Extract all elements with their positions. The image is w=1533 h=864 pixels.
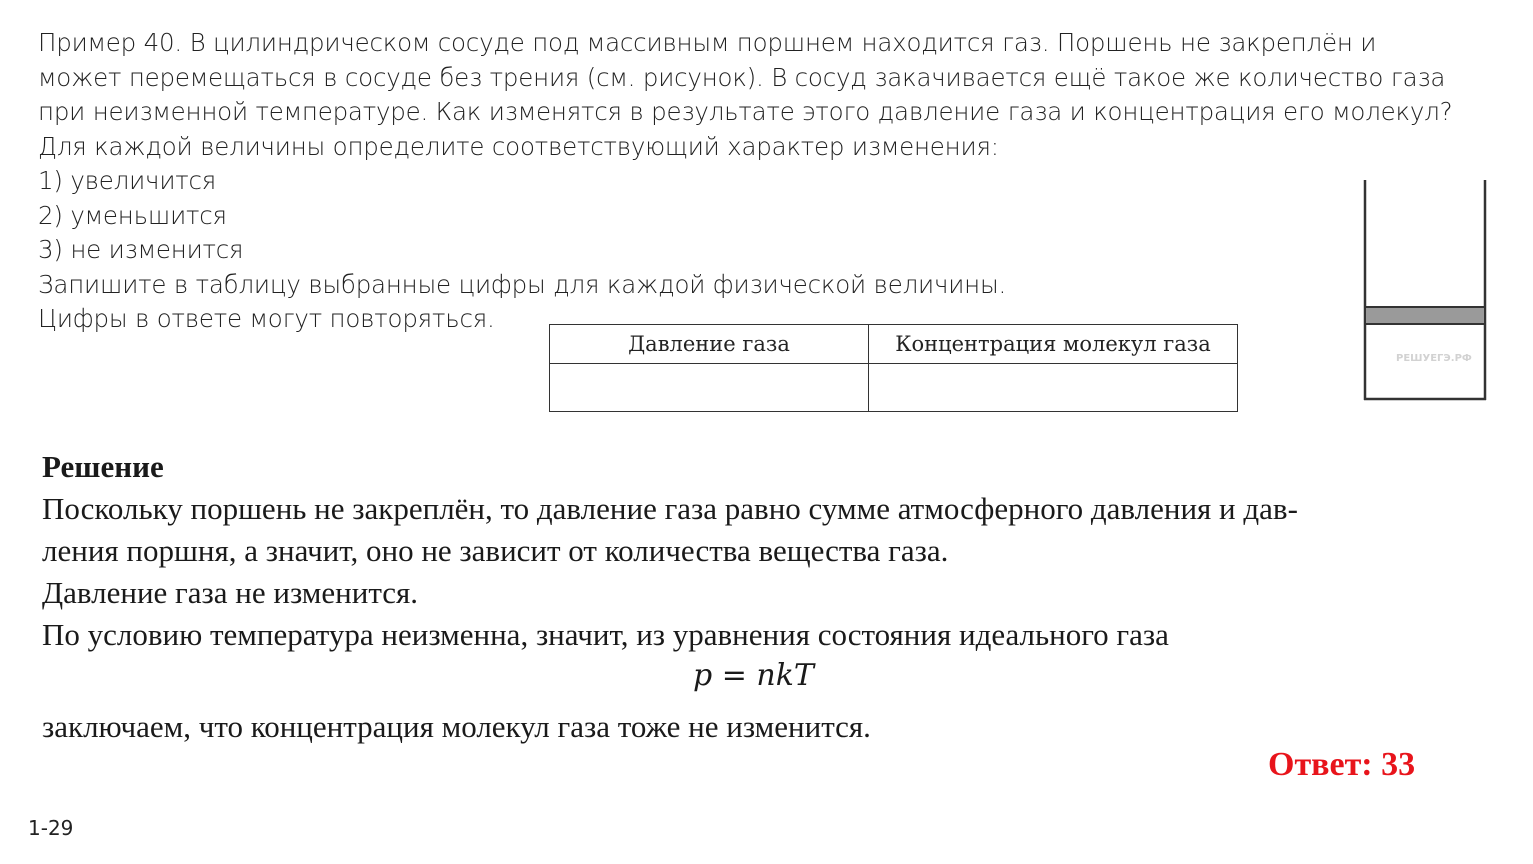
option-increase: 1) увеличится [38,166,217,195]
solution-line-3: Давление газа не изменится. [42,575,419,610]
option-unchanged: 3) не изменится [38,235,244,264]
page-number: 1-29 [28,816,74,840]
table-header-row [550,325,1238,364]
solution-conclusion: заключаем, что концентрация молекул газа тоже не изменится. [42,709,871,744]
header-concentration: Концентрация молекул газа [869,325,1238,364]
solution-line-4: По условию температура неизменна, значит, из уравнения состояния идеального газа [42,617,1169,652]
option-decrease: 2) уменьшится [38,200,227,230]
problem-label: Пример 40. [38,28,182,57]
problem-statement [38,26,1518,337]
instruction-1: Запишите в таблицу выбранные цифры для каждой физической величины. [38,269,1007,299]
solution-block [42,446,1482,656]
problem-text-4: Для каждой величины определите соответствующий характер изменения: [38,131,999,161]
header-pressure: Давление газа [550,325,869,364]
solution-heading: Решение [42,449,164,484]
problem-text-1: В цилиндрическом сосуде под массивным поршнем находится газ. Поршень не закреплён и [181,28,1377,57]
solution-line-1: Поскольку поршень не закреплён, то давление газа равно сумме атмосферного давления и дав- [42,491,1298,526]
problem-text-2: может перемещаться в сосуде без трения (см. рисунок). В сосуд закачивается ещё такое же количество газа [38,62,1446,92]
answer-table [549,324,1238,412]
cell-pressure-answer [550,364,869,412]
problem-line-1 [38,26,1518,61]
problem-text-3: при неизменной температуре. Как изменятся в результате этого давление газа и концентрация его молекул? [38,97,1453,126]
cylinder-vessel-figure [1360,180,1490,404]
piston [1365,307,1485,324]
table-answer-row [550,364,1238,412]
ideal-gas-formula: p = nkT [693,658,814,693]
watermark-text: РЕШУЕГЭ.РФ [1396,353,1472,364]
final-answer: Ответ: 33 [1268,746,1416,783]
instruction-2: Цифры в ответе могут повторяться. [38,304,495,333]
solution-line-2: ления поршня, а значит, оно не зависит от количества вещества газа. [42,533,949,568]
cell-concentration-answer [869,364,1238,412]
